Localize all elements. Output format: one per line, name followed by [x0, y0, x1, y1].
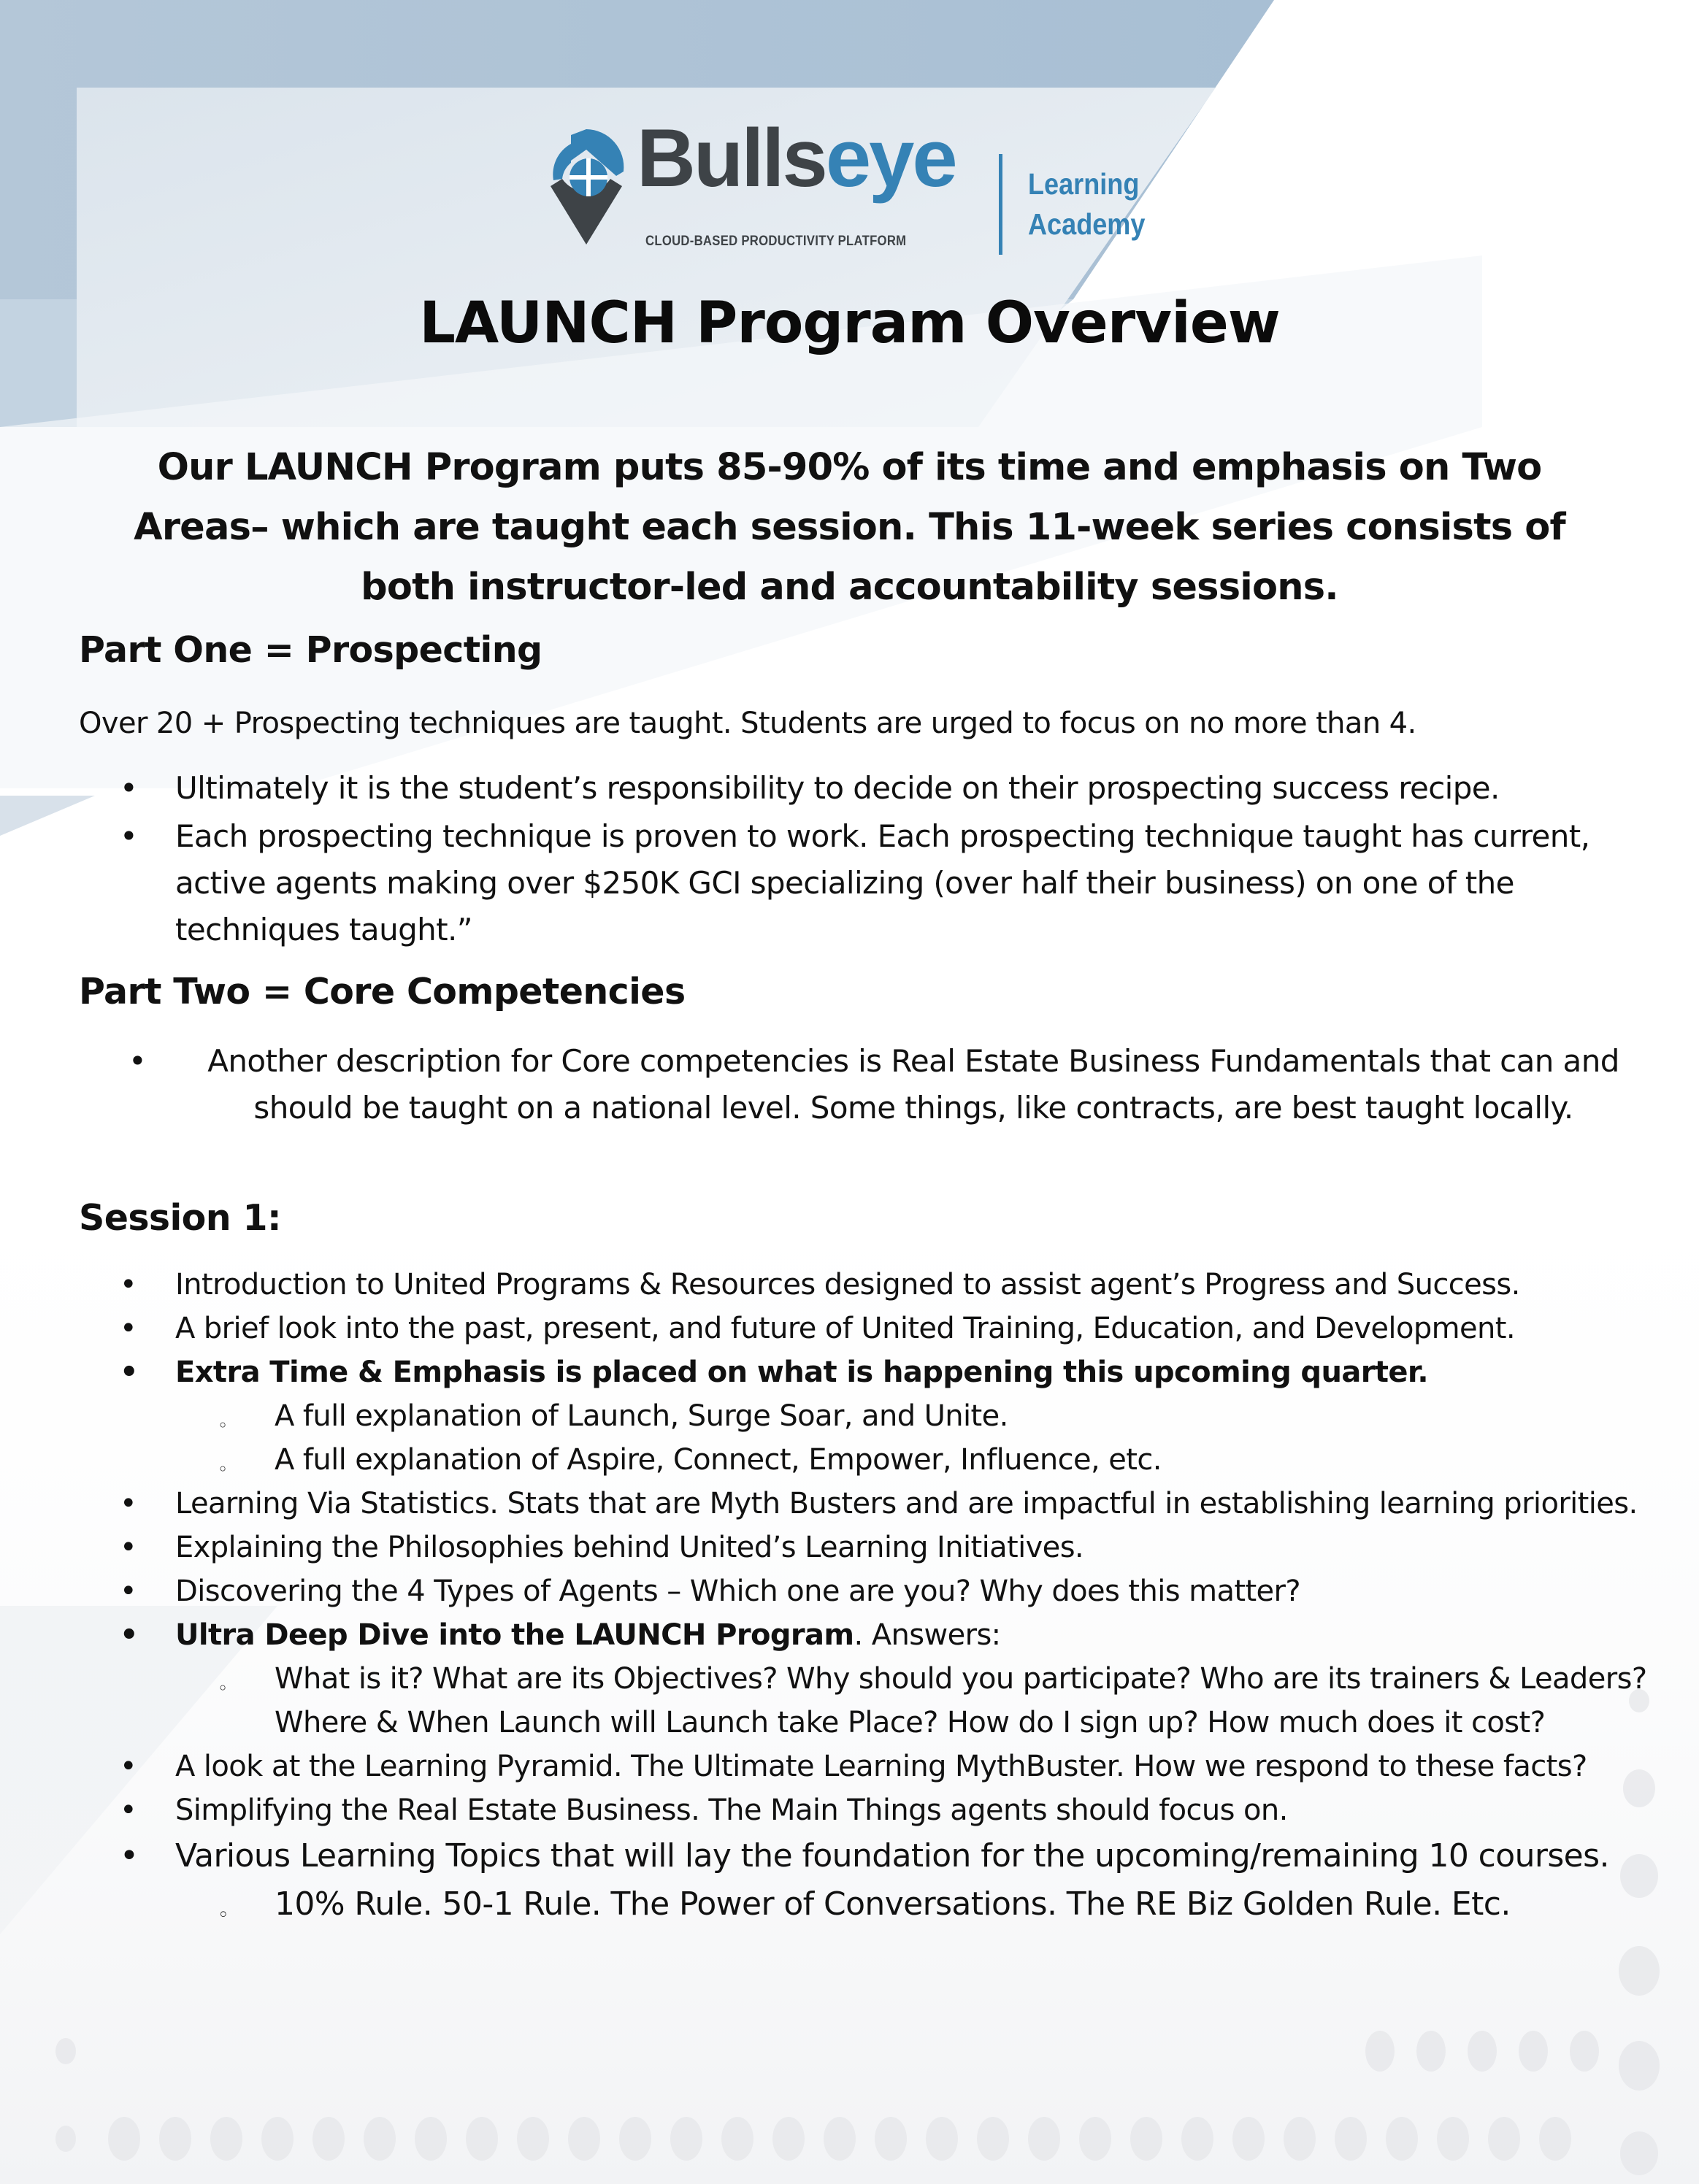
bullet-icon: • [120, 818, 138, 854]
academy-line-1: Learning [1028, 167, 1140, 201]
list-item [79, 1482, 1656, 1526]
part-two-heading: Part Two = Core Competencies [79, 971, 686, 1012]
sub-list-item [79, 1657, 1656, 1745]
list-item-text: Explaining the Philosophies behind United’s Learning Initiatives. [175, 1531, 1084, 1564]
list-item-text: A look at the Learning Pyramid. The Ultimate Learning MythBuster. How we respond to these facts? [175, 1750, 1587, 1783]
list-item [79, 1350, 1656, 1394]
bullet-icon: • [120, 770, 138, 806]
list-item [79, 1832, 1656, 1880]
brand-tagline: CLOUD-BASED PRODUCTIVITY PLATFORM [645, 234, 907, 249]
circle-bullet-icon: ◦ [218, 1903, 229, 1926]
bullet-icon: • [120, 1574, 137, 1608]
list-item [88, 1038, 1643, 1131]
list-item [79, 1788, 1656, 1832]
part-two-bullets [88, 1038, 1643, 1131]
sub-list-item-text: 10% Rule. 50-1 Rule. The Power of Conversations. The RE Biz Golden Rule. Etc. [275, 1885, 1511, 1923]
logo-divider [999, 154, 1002, 255]
map-pin-house-icon [543, 128, 629, 248]
sub-list-item [79, 1438, 1656, 1482]
sub-list-item-text: A full explanation of Launch, Surge Soar, and Unite. [275, 1399, 1008, 1433]
list-item-text-bold: Extra Time & Emphasis is placed on what is happening this upcoming quarter. [175, 1356, 1428, 1389]
list-item-text: . Answers: [854, 1618, 1001, 1652]
list-item-text: Various Learning Topics that will lay the foundation for the upcoming/remaining 10 courses. [175, 1837, 1609, 1875]
list-item [79, 1307, 1656, 1350]
list-item [79, 1745, 1656, 1788]
list-item [79, 1569, 1656, 1613]
brand-word-blue: eye [825, 112, 956, 204]
list-item [79, 813, 1656, 953]
session-1-items [79, 1263, 1656, 1929]
bullet-icon: • [129, 1043, 147, 1079]
list-item [79, 1526, 1656, 1569]
sub-list-item [79, 1880, 1656, 1929]
learning-academy-label [1028, 164, 1145, 245]
part-one-bullets [79, 765, 1656, 953]
bullet-icon: • [120, 1356, 138, 1389]
list-item-text: A brief look into the past, present, and future of United Training, Education, and Development. [175, 1312, 1515, 1345]
brand-word-dark: Bulls [637, 112, 826, 204]
list-item-text: Each prospecting technique is proven to work. Each prospecting technique taught has current, active agents making over $250K GCI specializing (over half their business) on one of the techniques taught.” [175, 818, 1590, 947]
circle-bullet-icon: ◦ [218, 1459, 228, 1480]
list-item [79, 1263, 1656, 1307]
brand-wordmark [637, 112, 956, 204]
bullet-icon: • [120, 1793, 137, 1827]
part-one-heading: Part One = Prospecting [79, 629, 542, 671]
bullseye-logo [543, 112, 1171, 259]
bullet-icon: • [120, 1487, 137, 1520]
intro-paragraph: Our LAUNCH Program puts 85-90% of its time and emphasis on Two Areas– which are taught each session. This 11-week series consists of both instructor-led and accountability sessions. [134, 446, 1565, 609]
sub-list-item [79, 1394, 1656, 1438]
bullet-icon: • [120, 1750, 137, 1783]
list-item-text: Learning Via Statistics. Stats that are Myth Busters and are impactful in establishing learning priorities. [175, 1487, 1638, 1520]
list-item-text: Introduction to United Programs & Resources designed to assist agent’s Progress and Success. [175, 1268, 1520, 1301]
list-item-text: Discovering the 4 Types of Agents – Which one are you? Why does this matter? [175, 1574, 1301, 1608]
bullet-icon: • [120, 1618, 138, 1652]
bullet-icon: • [120, 1268, 137, 1301]
page-title: LAUNCH Program Overview [419, 291, 1280, 356]
list-item-text: Ultimately it is the student’s responsibility to decide on their prospecting success recipe. [175, 770, 1500, 806]
list-item-text: Another description for Core competencies is Real Estate Business Fundamentals that can and should be taught on a national level. Some things, like contracts, are best taught locally. [207, 1043, 1619, 1126]
list-item-text-bold: Ultra Deep Dive into the LAUNCH Program [175, 1618, 854, 1652]
bullet-icon: • [120, 1312, 137, 1345]
session-1-heading: Session 1: [79, 1197, 281, 1239]
academy-line-2: Academy [1028, 207, 1146, 241]
list-item-text: Simplifying the Real Estate Business. The Main Things agents should focus on. [175, 1793, 1288, 1827]
sub-list-item-text: A full explanation of Aspire, Connect, Empower, Influence, etc. [275, 1443, 1162, 1477]
circle-bullet-icon: ◦ [218, 1415, 228, 1437]
circle-bullet-icon: ◦ [218, 1678, 228, 1699]
bullet-icon: • [120, 1837, 139, 1875]
bullet-icon: • [120, 1531, 137, 1564]
part-one-lead: Over 20 + Prospecting techniques are taught. Students are urged to focus on no more than 4. [79, 707, 1416, 740]
sub-list-item-text: What is it? What are its Objectives? Why should you participate? Who are its trainers & Leaders? Where & When Launch will Launch take Place? How do I sign up? How much does it cost? [275, 1662, 1647, 1739]
list-item [79, 765, 1656, 812]
list-item [79, 1613, 1656, 1657]
